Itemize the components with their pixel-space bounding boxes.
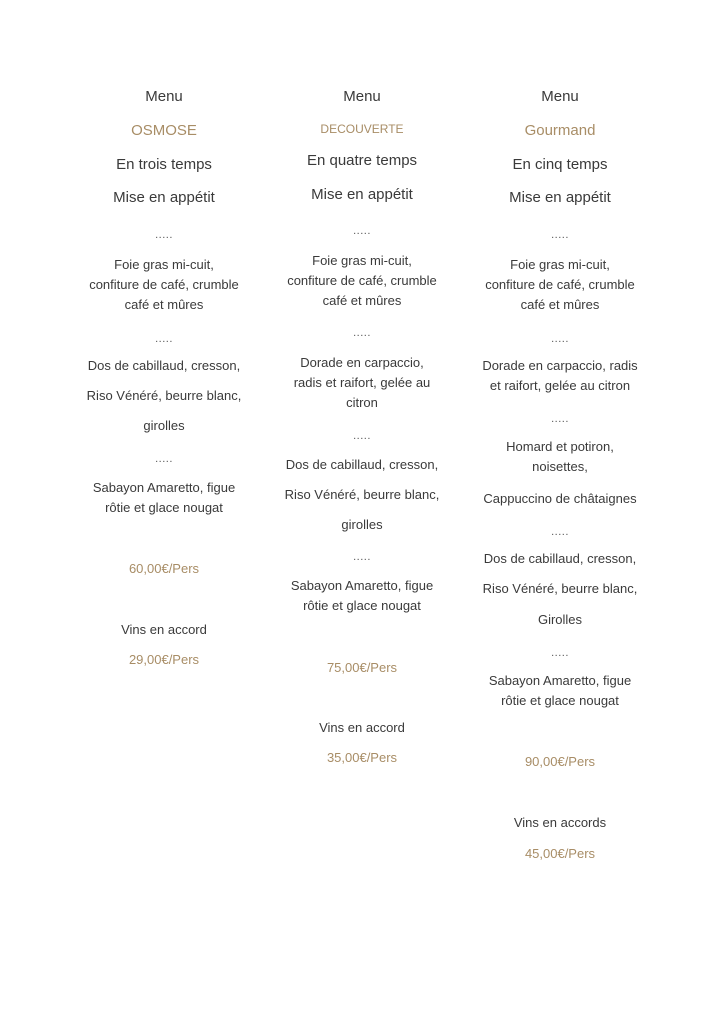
menu-intro: Mise en appétit (509, 189, 611, 206)
course-main-line-1: Dos de cabillaud, cresson, (285, 457, 439, 472)
course-main-line-1: Dos de cabillaud, cresson, (87, 358, 241, 373)
wine-pairing-price: 45,00€/Pers (524, 846, 596, 861)
menu-temps: En quatre temps (306, 152, 418, 169)
menu-name: Gourmand (524, 122, 596, 139)
course-starter: Foie gras mi-cuit, confiture de café, crumble café et mûres (89, 257, 239, 312)
menu-intro: Mise en appétit (311, 186, 413, 203)
menu-label: Menu (145, 88, 183, 105)
course-separator: ..... (155, 453, 173, 465)
wine-pairing-label: Vins en accords (513, 815, 607, 830)
course-cappuccino: Cappuccino de châtaignes (483, 491, 637, 506)
menu-column-osmose (64, 0, 264, 1024)
menu-price: 75,00€/Pers (326, 660, 398, 675)
wine-pairing-label: Vins en accord (319, 720, 405, 735)
menu-temps: En cinq temps (512, 156, 608, 173)
wine-pairing-price: 29,00€/Pers (128, 652, 200, 667)
course-separator: ..... (551, 229, 569, 241)
course-main-line-3: Girolles (537, 612, 583, 627)
course-starter: Foie gras mi-cuit, confiture de café, crumble café et mûres (287, 253, 437, 308)
course-separator: ..... (155, 333, 173, 345)
course-separator: ..... (551, 333, 569, 345)
course-separator: ..... (353, 327, 371, 339)
menu-price: 90,00€/Pers (524, 754, 596, 769)
course-separator: ..... (353, 225, 371, 237)
course-separator: ..... (551, 413, 569, 425)
course-dessert: Sabayon Amaretto, figue rôtie et glace nougat (92, 480, 236, 515)
wine-pairing-label: Vins en accord (121, 622, 207, 637)
course-main-line-2: Riso Vénéré, beurre blanc, (284, 487, 440, 502)
course-main-line-1: Dos de cabillaud, cresson, (483, 551, 637, 566)
menu-price: 60,00€/Pers (128, 561, 200, 576)
menu-intro: Mise en appétit (113, 189, 215, 206)
wine-pairing-price: 35,00€/Pers (326, 750, 398, 765)
menu-label: Menu (541, 88, 579, 105)
course-main-line-3: girolles (341, 517, 383, 532)
course-separator: ..... (155, 229, 173, 241)
menu-name: DECOUVERTE (320, 122, 404, 136)
course-separator: ..... (551, 647, 569, 659)
menu-column-decouverte (262, 0, 462, 1024)
course-dessert: Sabayon Amaretto, figue rôtie et glace nougat (488, 673, 632, 708)
menu-name: OSMOSE (131, 122, 197, 139)
menu-column-gourmand (460, 0, 660, 1024)
course-starter: Foie gras mi-cuit, confiture de café, crumble café et mûres (485, 257, 635, 312)
course-main-line-2: Riso Vénéré, beurre blanc, (482, 581, 638, 596)
course-dessert: Sabayon Amaretto, figue rôtie et glace nougat (290, 578, 434, 613)
course-main-line-2: Riso Vénéré, beurre blanc, (86, 388, 242, 403)
menu-temps: En trois temps (116, 156, 212, 173)
course-separator: ..... (353, 551, 371, 563)
course-main-line-3: girolles (143, 418, 185, 433)
course-lobster: Homard et potiron, noisettes, (506, 439, 614, 474)
course-separator: ..... (353, 430, 371, 442)
course-separator: ..... (551, 526, 569, 538)
menu-label: Menu (343, 88, 381, 105)
course-fish: Dorade en carpaccio, radis et raifort, gelée au citron (482, 358, 638, 393)
course-fish: Dorade en carpaccio, radis et raifort, gelée au citron (293, 355, 431, 410)
